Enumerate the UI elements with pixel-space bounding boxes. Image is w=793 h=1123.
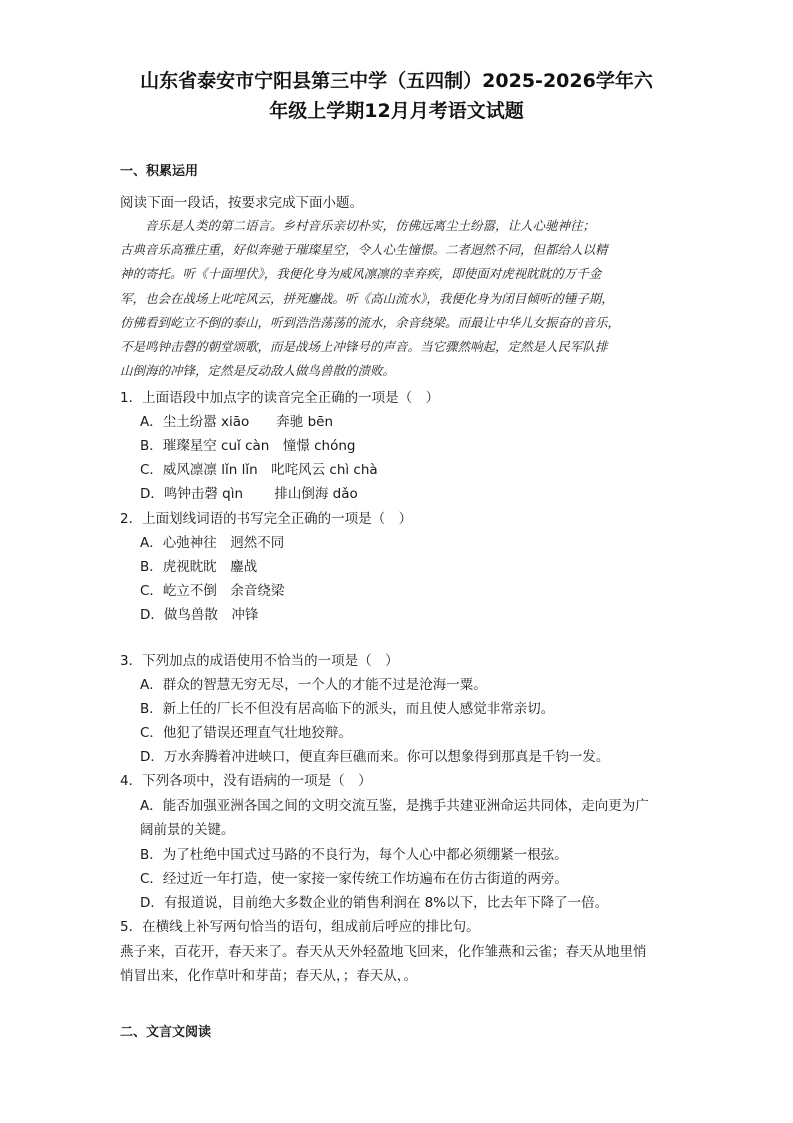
question-2-option-a: A．心弛神往 迥然不同 — [140, 535, 285, 551]
passage-line: 音乐是人类的第二语言。乡村音乐亲切朴实，仿佛远离尘土纷嚣，让人心驰神往； — [120, 218, 596, 233]
question-4-option-d: D．有报道说，目前绝大多数企业的销售利润在 8%以下，比去年下降了一倍。 — [140, 895, 609, 911]
reading-instruction: 阅读下面一段话，按要求完成下面小题。 — [120, 195, 363, 211]
passage-line: 军，也会在战场上叱咤风云，拼死鏖战。听《高山流水》，我便化身为闭目倾听的锺子期， — [120, 291, 614, 306]
page-title-line-2: 年级上学期12月月考语文试题 — [269, 100, 524, 122]
question-2-option-b: B．虎视眈眈 鏖战 — [140, 559, 258, 575]
question-1-option-c: C．威风凛凛 lǐn lǐn 叱咤风云 chì chà — [140, 462, 378, 478]
question-3-option-b: B．新上任的厂长不但没有居高临下的派头，而且使人感觉非常亲切。 — [140, 701, 555, 717]
question-1-option-a: A．尘土纷嚣 xiāo 奔驰 bēn — [140, 414, 334, 430]
question-3-stem: 3．下列加点的成语使用不恰当的一项是（ ） — [120, 653, 399, 669]
question-2-stem: 2．上面划线词语的书写完全正确的一项是（ ） — [120, 511, 413, 527]
question-4-option-a-cont: 阔前景的关键。 — [140, 822, 235, 838]
question-3-option-a: A．群众的智慧无穷无尽，一个人的才能不过是沧海一粟。 — [140, 677, 487, 693]
question-2-option-c: C．屹立不倒 余音绕梁 — [140, 583, 285, 599]
passage-line: 神的寄托。听《十面埋伏》，我便化身为威风凛凛的幸弃疾，即使面对虎视眈眈的万千金 — [120, 266, 602, 281]
passage-line: 不是鸣钟击磬的朝堂颂歌，而是战场上冲锋号的声音。当它骤然响起，定然是人民军队排 — [120, 339, 608, 354]
section-heading-2: 二、文言文阅读 — [120, 1025, 212, 1040]
question-3-option-d: D．万水奔腾着冲进峡口，便直奔巨礁而来。你可以想象得到那真是千钧一发。 — [140, 749, 610, 765]
passage-line: 山倒海的冲锋，定然是反动敌人做鸟兽散的溃败。 — [120, 363, 396, 378]
question-5-stem: 5．在横线上补写两句恰当的语句，组成前后呼应的排比句。 — [120, 919, 480, 935]
question-4-stem: 4．下列各项中，没有语病的一项是（ ） — [120, 773, 372, 789]
question-4-option-c: C．经过近一年打造，使一家接一家传统工作坊遍布在仿古街道的两旁。 — [140, 871, 568, 887]
question-3-option-c: C．他犯了错误还理直气壮地狡辩。 — [140, 725, 352, 741]
section-heading-1: 一、积累运用 — [120, 164, 199, 179]
question-5-text: 悄冒出来，化作草叶和芽苗；春天从，；春天从，。 — [120, 968, 417, 984]
question-4-option-b: B．为了杜绝中国式过马路的不良行为，每个人心中都必须绷紧一根弦。 — [140, 847, 568, 863]
question-2-option-d: D．做鸟兽散 冲锋 — [140, 607, 259, 623]
question-1-option-d: D．鸣钟击磬 qìn 排山倒海 dǎo — [140, 486, 358, 502]
page-title-line-1: 山东省泰安市宁阳县第三中学（五四制）2025-2026学年六 — [140, 70, 653, 92]
question-4-option-a: A．能否加强亚洲各国之间的文明交流互鉴，是携手共建亚洲命运共同体，走向更为广 — [140, 798, 649, 814]
question-1-stem: 1．上面语段中加点字的读音完全正确的一项是（ ） — [120, 390, 440, 406]
question-5-text: 燕子来，百花开，春天来了。春天从天外轻盈地飞回来，化作雏燕和云雀；春天从地里悄 — [120, 944, 647, 960]
passage-line: 古典音乐高雅庄重，好似奔驰于璀璨星空，令人心生憧憬。二者迥然不同，但都给人以精 — [120, 242, 608, 257]
question-1-option-b: B．璀璨星空 cuǐ càn 憧憬 chóng — [140, 438, 356, 454]
passage-line: 仿佛看到屹立不倒的泰山，听到浩浩荡荡的流水，余音绕梁。而最让中华儿女振奋的音乐， — [120, 315, 621, 330]
